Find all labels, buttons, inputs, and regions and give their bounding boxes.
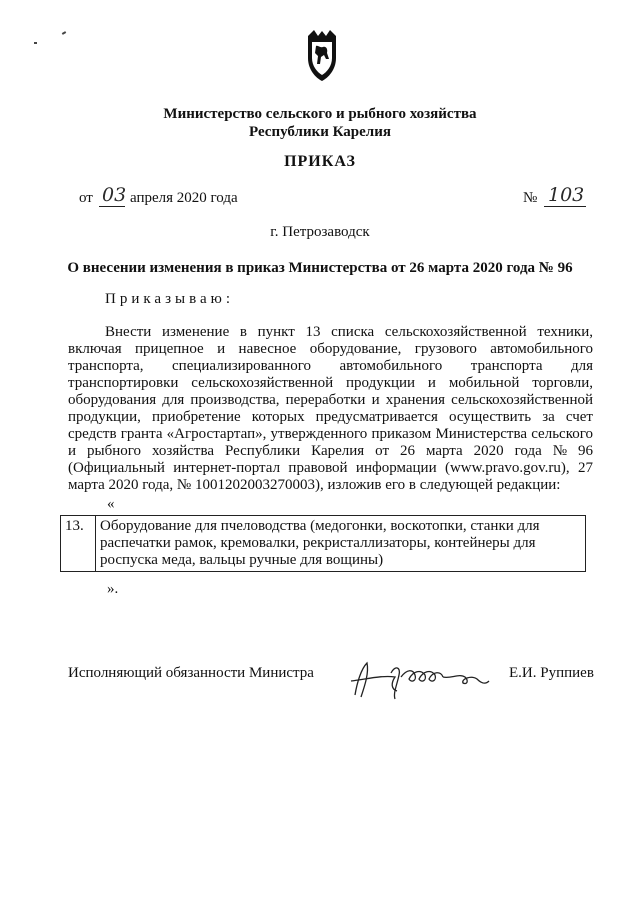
date-day: 03 — [102, 184, 127, 206]
date-month-year: апреля 2020 года — [130, 190, 238, 206]
body-line: транспорта, специализированного автомобильного транспорта для — [68, 358, 593, 374]
body-line: (Официальный интернет-портал правовой информации (www.pravo.gov.ru), 27 — [68, 460, 593, 476]
date-prefix: от — [79, 190, 93, 206]
signatory-position: Исполняющий обязанности Министра — [68, 665, 314, 681]
document-number: 103 — [548, 184, 585, 206]
table-row — [61, 516, 586, 572]
subject-heading: О внесении изменения в приказ Министерства от 26 марта 2020 года № 96 — [67, 260, 573, 276]
scan-mark — [62, 31, 66, 35]
table-cell-text — [96, 516, 586, 572]
document-title: ПРИКАЗ — [284, 153, 356, 170]
body-paragraph — [68, 324, 593, 494]
body-line: включая прицепное и навесное оборудование, грузового автомобильного — [68, 341, 593, 357]
table-text-line: роспуска меда, вальцы ручные для вощины) — [100, 552, 384, 568]
body-line: продукции, приобретение которых предусматривается осуществить за счет — [68, 409, 593, 425]
quote-close: ». — [107, 581, 119, 597]
body-line: Внести изменение в пункт 13 списка сельскохозяйственной техники, — [105, 324, 593, 340]
body-line: средств гранта «Агростартап», утвержденного приказом Министерства сельского — [68, 426, 593, 442]
table-text-line: распечатки рамок, кремовалки, рекристаллизаторы, контейнеры для — [100, 535, 536, 551]
city: г. Петрозаводск — [270, 224, 370, 240]
amendment-table — [60, 515, 586, 572]
coat-of-arms-icon — [302, 28, 342, 82]
scan-mark — [34, 42, 37, 44]
quote-open: « — [107, 496, 115, 512]
ministry-name-line1: Министерство сельского и рыбного хозяйства — [163, 106, 477, 122]
signatory-name: Е.И. Руппиев — [509, 665, 594, 681]
body-line: транспортировки сельскохозяйственной продукции и мобильной торговли, — [68, 375, 593, 391]
table-cell-number: 13. — [61, 516, 96, 572]
number-sign: № — [523, 190, 538, 206]
order-word: Приказываю: — [105, 291, 234, 307]
body-line: оборудования для производства, переработки и хранения сельскохозяйственной — [68, 392, 593, 408]
date-day-underline — [99, 206, 125, 207]
ministry-name-line2: Республики Карелия — [249, 124, 391, 140]
number-underline — [544, 206, 586, 207]
handwritten-signature — [347, 655, 497, 701]
table-text-line: Оборудование для пчеловодства (медогонки, воскотопки, станки для — [100, 518, 540, 534]
body-line: марта 2020 года, № 1001202003270003), изложив его в следующей редакции: — [68, 477, 561, 493]
body-line: и рыбного хозяйства Республики Карелия от 26 марта 2020 года № 96 — [68, 443, 593, 459]
